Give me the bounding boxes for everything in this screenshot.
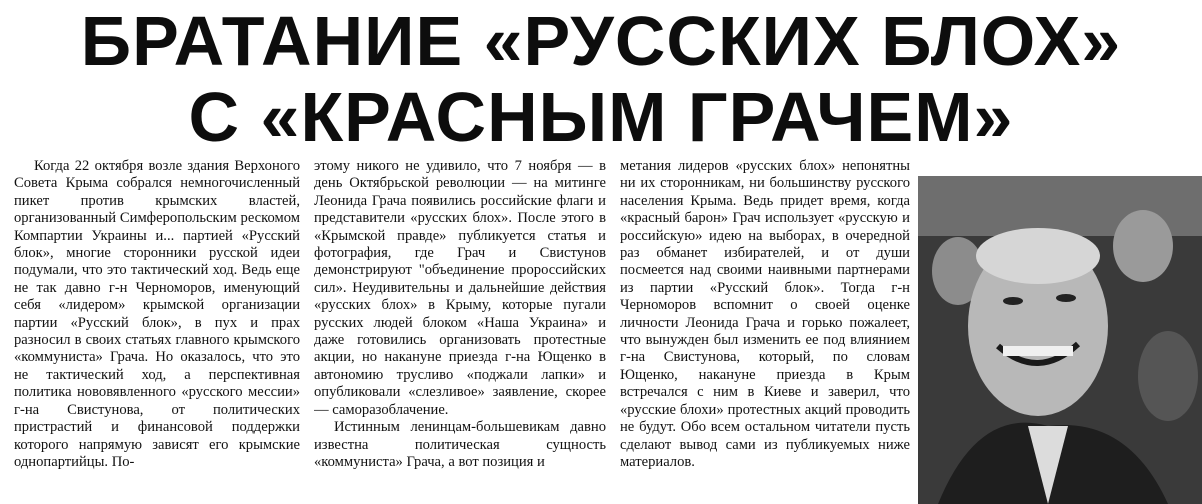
column-2-paragraph-1: этому никого не удивило, что 7 ноября — в день Октябрьской революции — на митинге Леонида Грача появились российские флаги и представители «русских блох». После этого в «Крымской правде» публикуется статья и фотография, где Грач и Свистунов демонстрируют "объединение пророссийских сил». Неудивительны и дальнейшие действия «русских блох» в Крыму, которые пугали русских людей блоком «Наша Украина» и даже готовились организовать протестные акции, но накануне приезда г-на Ющенко в автономию трусливо «поджали лапки» и опубликовали «слезливое» заявление, скорее — саморазоблачение. (314, 158, 606, 418)
column-2-paragraph-2: Истинным ленинцам-большевикам давно известна политическая сущность «коммуниста» Грача, а вот позиция и (314, 419, 606, 470)
article-column-2 (314, 158, 606, 504)
column-1-paragraph-1: Когда 22 октября возле здания Верхоного Совета Крыма собрался немногочисленный пикет против крымских властей, организованный Симферопольским рескомом Компартии Украины и... партией «Русский блок», многие сторонники русской идеи подумали, что это тактический ход. Ведь еще не так давно г-н Черноморов, именующий себя «лидером» крымской организации партии «Русский блок», в пух и прах разносил в своих статьях главного крымского «коммуниста» Грача. Но оказалось, что это не тактический ход, а перспективная политика нововявленного «русского мессии» г-на Свистунова, от политических пристрастий и финансовой поддержки которого напрямую зависят его крымские однопартийцы. По- (14, 158, 300, 470)
headline-line-1: БРАТАНИЕ «РУССКИХ БЛОХ» (80, 2, 1122, 80)
article-column-1 (14, 158, 300, 504)
news-photo-smiling-man-icon (918, 176, 1202, 504)
headline-line-2: С «КРАСНЫМ ГРАЧЕМ» (188, 78, 1014, 156)
article-column-3 (620, 158, 910, 504)
news-photo (918, 176, 1202, 504)
column-3-paragraph-1: метания лидеров «русских блох» непонятны ни их сторонникам, ни большинству русского населения Крыма. Ведь придет время, когда «красный барон» Грач использует «русскую и российскую» идею на выборах, в очередной раз обманет избирателей, и от души посмеется над своими наивными партнерами из партии «Русский блок». Тогда г-н Черноморов вспомнит о своей оценке личности Леонида Грача и горько пожалеет, что вынужден был изменить ее под влиянием г-на Свистунова, который, по словам Ющенко, накануне приезда в Крым встречался с ним в Киеве и заверил, что «русские блохи» протестных акций проводить не будут. Обо всем остальном читатели пусть сделают вывод сами из публикуемых ниже материалов. (620, 158, 910, 470)
